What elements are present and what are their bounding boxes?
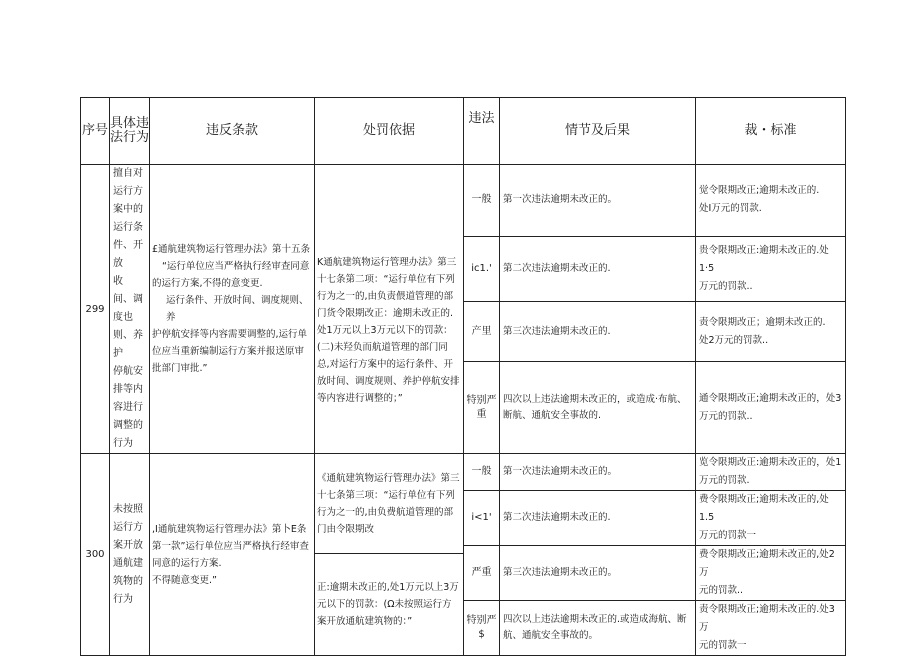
basis-line: 案开放通航建筑物的：”: [317, 616, 413, 627]
standard-cell: [696, 302, 846, 362]
level-text: 特别严重: [466, 394, 497, 420]
basis-line: 十七条第三项：“运行单位有下列: [317, 489, 455, 501]
basis-line: K通航建筑物运行管理办法》第三: [317, 256, 457, 268]
clause-line: “运行单位应当严格执行经审查同意: [162, 261, 310, 272]
circumstance-line: 航、通航安全事故的。: [503, 630, 599, 641]
standard-line: 处2万元的罚款..: [699, 334, 769, 346]
circumstance-cell: 第二次违法逾期未改正的.: [500, 491, 696, 546]
record-seq: 299: [81, 165, 110, 454]
basis-line: (二)未羟负而航道管理的部门同: [317, 341, 448, 353]
standard-line: 万元的罚款.: [699, 475, 750, 486]
clause-line: 同意的运行方案.: [152, 557, 222, 569]
basis-line: 行为之一的,由负费航道管理的部: [317, 506, 454, 518]
act-line: 排等内: [113, 384, 143, 395]
circumstance-line: 四次以上违法逾期未改正的.或造成海航、断: [503, 614, 687, 625]
basis-line: 十七条第二项：“运行单位有下列: [317, 273, 455, 285]
basis-line: 门货令限期改正：逾期未改正的.: [317, 307, 454, 319]
penalty-table: [80, 97, 846, 656]
circumstance-cell: 第三次违法逾期未改正的.: [500, 302, 696, 362]
basis-line: 总,对运行方案中的运行条件、开: [317, 358, 454, 370]
clause-line: 运行条件、开放时间、调度规则、养: [166, 295, 309, 323]
basis-line: 元以下的罚款：(Ω未按照运行方: [317, 599, 452, 610]
act-line: 间、调: [113, 294, 143, 305]
basis-line: 门由令限期改: [317, 523, 375, 535]
header-seq: 序号: [81, 98, 110, 165]
basis-line: 处1万元以上3万元以下的罚款：: [317, 324, 453, 336]
level-cell: 一般: [464, 165, 500, 237]
record-basis-continued: [315, 554, 464, 656]
level-cell: 特别严$: [464, 601, 500, 656]
clause-line: 第一款”运行单位应当严格执行经审查: [152, 540, 309, 552]
standard-line: 万元的罚款..: [699, 410, 753, 422]
act-line: 容进行: [113, 402, 143, 413]
header-act: 具体违法行为: [110, 98, 150, 165]
clause-line: £通航建筑物运行管理办法》第十五条: [152, 244, 311, 255]
act-line: 未按照: [113, 503, 143, 515]
act-line: 筑物的: [113, 575, 143, 587]
level-cell: [464, 362, 500, 454]
act-line: 调整的: [113, 420, 143, 431]
record-clause: [150, 165, 315, 454]
act-line: 运行方: [113, 186, 143, 197]
circumstance-cell: [500, 362, 696, 454]
act-line: 运行方: [113, 521, 143, 533]
standard-line: 处I万元的罚款.: [699, 203, 762, 215]
standard-line: 览令限期改正:逾期未改正的，处1: [699, 457, 842, 468]
header-standard: 裁・标准: [696, 98, 846, 165]
basis-line: 《通航建筑物运行管理办法》第三: [317, 472, 460, 484]
clause-line: ,I通航建筑物运行管理办法》第卜E条: [152, 523, 307, 535]
standard-line: 元的罚款一: [699, 640, 747, 651]
record-clause: [150, 454, 315, 656]
standard-line: 责令限期改正;逾期未改正的.处3万: [699, 604, 835, 633]
standard-cell: [696, 601, 846, 656]
clause-line: 不得随意变更.”: [152, 574, 217, 586]
basis-line: 等内容进行调整的；”: [317, 392, 403, 404]
act-line: 度也: [113, 312, 133, 323]
act-line: 收: [113, 276, 123, 287]
standard-cell: [696, 546, 846, 601]
header-level: 违法: [464, 98, 500, 165]
record-basis: [315, 454, 464, 554]
clause-line: 位应当重新编制运行方案并报送原审: [152, 346, 305, 357]
act-line: 行为: [113, 438, 133, 449]
level-cell: 一般: [464, 454, 500, 491]
standard-line: 通令限期改正;逾期未改正的，处3: [699, 392, 842, 404]
standard-line: 万元的罚款..: [699, 280, 753, 292]
circumstance-cell: [500, 601, 696, 656]
standard-line: 责令限期改正；逾期未改正的.: [699, 316, 826, 328]
clause-line: 护停航安择等内容需要调整的,运行单: [152, 329, 308, 340]
circumstance-cell: 第一次违法逾期未改正的。: [500, 454, 696, 491]
standard-line: 元的罚款..: [699, 585, 744, 596]
standard-line: 贵令限期改正:逾期未改正的.处1·5: [699, 244, 829, 274]
record-act: [110, 165, 150, 454]
standard-cell: [696, 454, 846, 491]
act-line: 通航建: [113, 557, 143, 569]
record-basis: [315, 165, 464, 454]
basis-line: 行为之一的,由负责偎道管理的部: [317, 290, 454, 302]
act-line: 停航安: [113, 366, 143, 377]
act-line: 则、养护: [113, 330, 143, 359]
standard-line: 费令限期改正;逾期未改正的,处1.5: [699, 494, 829, 523]
header-row: [81, 98, 846, 165]
record-act: [110, 454, 150, 656]
act-line: 案开放: [113, 539, 143, 551]
act-line: 擅自对: [113, 168, 143, 179]
standard-cell: [696, 236, 846, 302]
header-basis: 处罚依据: [315, 98, 464, 165]
standard-line: 觉令限期改正;逾期未改正的.: [699, 185, 820, 197]
standard-cell: [696, 491, 846, 546]
standard-line: 万元的罚款一: [699, 530, 757, 541]
act-line: 案中的: [113, 204, 143, 215]
circumstance-line: 断航、通航安全事故的.: [503, 409, 602, 421]
circumstance-line: 四次以上违法逾期未改正的，或造成·布航、: [503, 393, 687, 405]
level-cell: 严重: [464, 546, 500, 601]
standard-cell: [696, 362, 846, 454]
level-cell: ic1.': [464, 236, 500, 302]
circumstance-cell: 第二次违法逾期未改正的.: [500, 236, 696, 302]
basis-line: 放时间、调度规则、养护停航安排: [317, 375, 460, 387]
header-circumstance: 情节及后果: [500, 98, 696, 165]
basis-line: 正:逾期未改正的,处1万元以上3万: [317, 582, 459, 593]
table-row: [81, 454, 846, 491]
clause-line: 批部门审批.”: [152, 363, 208, 374]
circumstance-cell: 第一次违法逾期未改正的。: [500, 165, 696, 237]
standard-cell: [696, 165, 846, 237]
level-cell: i<1': [464, 491, 500, 546]
header-clause: 违反条款: [150, 98, 315, 165]
act-line: 件、开放: [113, 240, 143, 269]
circumstance-cell: 第三次违法逾期未改正的。: [500, 546, 696, 601]
level-cell: 产里: [464, 302, 500, 362]
act-line: 运行条: [113, 222, 143, 233]
table-row: [81, 165, 846, 237]
standard-line: 费令限期改正;逾期未改正的,处2万: [699, 549, 835, 578]
record-seq: 300: [81, 454, 110, 656]
act-line: 行为: [113, 593, 133, 605]
clause-line: 的运行方案,不得的意变更.: [152, 278, 263, 289]
